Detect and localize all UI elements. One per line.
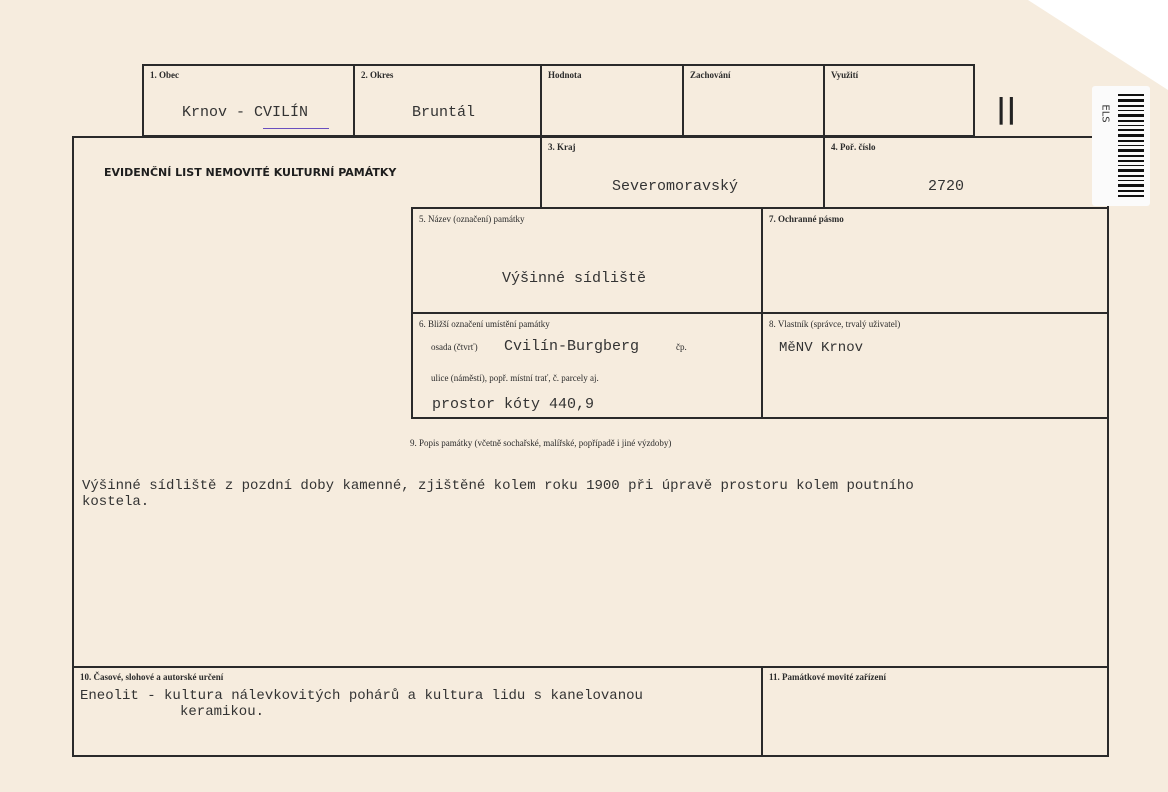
barcode-bar [1118,184,1144,187]
urceni-line-1: Eneolit - kultura nálevkovitých pohárů a kultura lidu s kanelovanou [80,688,643,704]
barcode-bar [1118,110,1144,111]
barcode-bar [1118,169,1144,172]
hodnota-label: Hodnota [548,70,582,80]
vlastnik-label: 8. Vlastník (správce, trvalý uživatel) [769,319,901,329]
divider [411,417,1109,419]
barcode-bar [1118,99,1144,102]
folded-corner [1028,0,1168,90]
divider [411,207,1109,209]
barcode-bar [1118,134,1144,137]
osada-value: Cvilín-Burgberg [504,338,640,355]
obec-underline [263,128,329,129]
osada-label: osada (čtvrť) [431,342,478,352]
zarizeni-label: 11. Památkové movité zařízení [769,672,886,682]
kraj-label: 3. Kraj [548,142,576,152]
divider [540,136,542,208]
popis-line-2: kostela. [82,494,150,510]
obec-value: Krnov - CVILÍN [182,104,309,121]
divider [72,666,1109,668]
umisteni-label: 6. Bližší označení umístění památky [419,319,550,329]
form-title: EVIDENČNÍ LIST NEMOVITÉ KULTURNÍ PAMÁTKY [104,166,397,179]
nazev-label: 5. Název (označení) památky [419,214,525,224]
okres-label: 2. Okres [361,70,394,80]
divider [411,312,1109,314]
divider [540,64,542,137]
barcode-bar [1118,149,1144,152]
barcode-bar [1118,155,1144,157]
barcode-bar [1118,140,1144,142]
zachovani-label: Zachování [690,70,731,80]
por-cislo-label: 4. Poř. číslo [831,142,876,152]
barcode-bar [1118,165,1144,166]
kraj-value: Severomoravský [612,178,739,195]
popis-label: 9. Popis památky (včetně sochařské, malířské, popřípadě i jiné výzdoby) [410,438,672,448]
barcode-text: ELS [1099,104,1111,123]
vyuziti-label: Využití [831,70,859,80]
obec-label: 1. Obec [150,70,179,80]
stamp-mark: || [996,92,1017,125]
barcode-bars [1118,94,1144,198]
okres-value: Bruntál [412,104,476,121]
ulice-value: prostor kóty 440,9 [432,396,595,413]
divider [682,64,684,137]
ochranne-pasmo-label: 7. Ochranné pásmo [769,214,844,224]
divider [761,666,763,757]
divider [353,64,355,137]
barcode-sticker [1092,86,1150,206]
nazev-value: Výšinné sídliště [502,270,647,287]
urceni-label: 10. Časové, slohové a autorské určení [80,672,224,682]
barcode-bar [1118,160,1144,162]
ulice-label: ulice (náměstí), popř. místní trať, č. parcely aj. [431,373,599,383]
barcode-bar [1118,175,1144,177]
por-cislo-value: 2720 [928,178,965,195]
popis-line-1: Výšinné sídliště z pozdní doby kamenné, zjištěné kolem roku 1900 při úpravě prostoru kolem poutního [82,478,914,494]
cp-label: čp. [676,342,687,352]
barcode-bar [1118,180,1144,181]
vlastnik-value: MěNV Krnov [779,340,864,356]
barcode-bar [1118,129,1144,131]
divider [823,136,825,208]
barcode-bar [1118,195,1144,197]
barcode-bar [1118,145,1144,146]
barcode-bar [1118,190,1144,192]
barcode-bar [1118,114,1144,117]
urceni-line-2: keramikou. [180,704,265,720]
barcode-bar [1118,94,1144,96]
divider [823,64,825,137]
barcode-bar [1118,105,1144,107]
barcode-bar [1118,125,1144,126]
barcode-bar [1118,120,1144,122]
